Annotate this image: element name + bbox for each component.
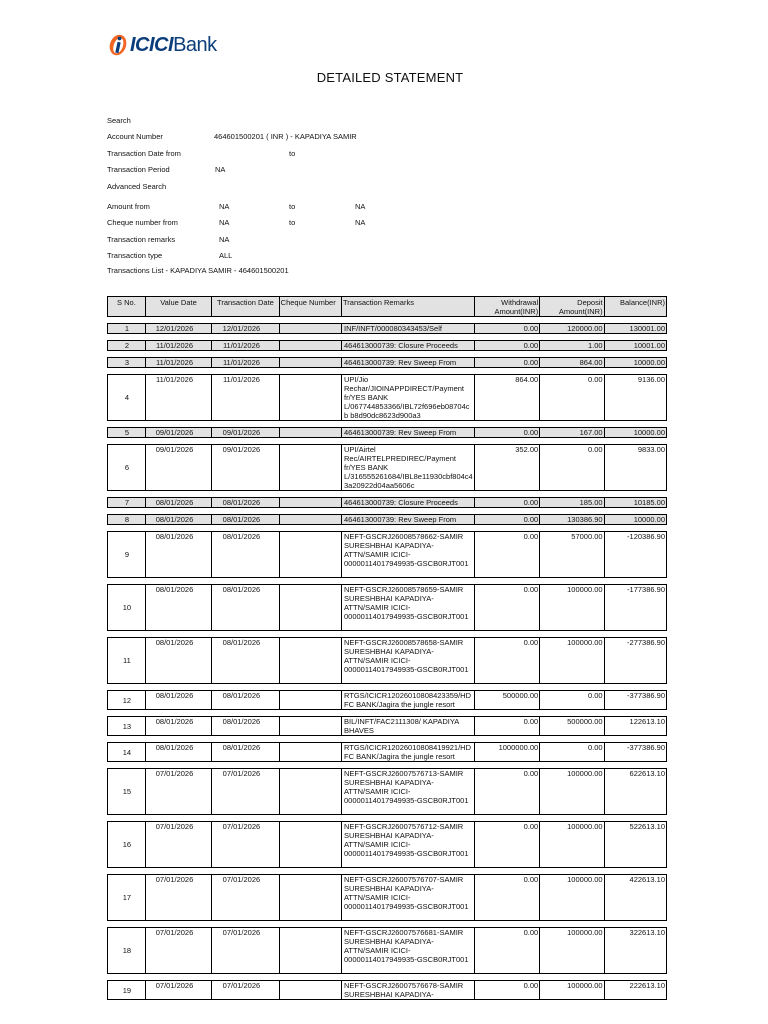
col-header-withdrawal: Withdrawal Amount(INR): [474, 296, 539, 317]
table-header-row: [107, 296, 667, 317]
table-cell-balance: 130001.00: [604, 323, 667, 334]
table-cell-remarks: NEFT-GSCRJ26008578662-SAMIR SURESHBHAI KAPADIYA-ATTN/SAMIR ICICI-00000114017949935-GSCB0RJT001: [341, 531, 474, 578]
type-label: Transaction type: [107, 251, 163, 260]
table-cell-sno: 4: [107, 374, 145, 421]
page-title: DETAILED STATEMENT: [316, 70, 464, 85]
table-cell-deposit: 100000.00: [539, 874, 603, 921]
table-row: [107, 514, 667, 525]
table-cell-withdrawal: 0.00: [474, 427, 539, 438]
table-cell-withdrawal: 0.00: [474, 927, 539, 974]
table-cell-withdrawal: 0.00: [474, 874, 539, 921]
table-cell-withdrawal: 0.00: [474, 821, 539, 868]
table-row: [107, 427, 667, 438]
table-cell-deposit: 0.00: [539, 374, 603, 421]
table-cell-sno: 17: [107, 874, 145, 921]
table-cell-balance: -120386.90: [604, 531, 667, 578]
table-cell-sno: 3: [107, 357, 145, 368]
transactions-table: [107, 290, 667, 1006]
table-cell-deposit: 100000.00: [539, 927, 603, 974]
table-cell-value-date: 09/01/2026: [145, 427, 211, 438]
table-cell-balance: 10001.00: [604, 340, 667, 351]
table-cell-cheque-number: [279, 374, 341, 421]
table-cell-sno: 15: [107, 768, 145, 815]
icici-logo-icon: [108, 33, 128, 57]
table-cell-cheque-number: [279, 584, 341, 631]
table-cell-remarks: 464613000739: Rev Sweep From: [341, 514, 474, 525]
table-cell-withdrawal: 0.00: [474, 357, 539, 368]
table-cell-balance: 10000.00: [604, 427, 667, 438]
table-cell-transaction-date: 07/01/2026: [211, 821, 278, 868]
cheque-to-value: NA: [355, 218, 366, 227]
table-cell-value-date: 12/01/2026: [145, 323, 211, 334]
table-cell-sno: 19: [107, 980, 145, 1000]
table-cell-cheque-number: [279, 768, 341, 815]
table-cell-deposit: 100000.00: [539, 584, 603, 631]
table-cell-transaction-date: 09/01/2026: [211, 427, 278, 438]
table-cell-cheque-number: [279, 690, 341, 710]
table-cell-sno: 1: [107, 323, 145, 334]
account-number-label: Account Number: [107, 132, 163, 141]
table-row: [107, 374, 667, 421]
table-cell-sno: 18: [107, 927, 145, 974]
table-cell-withdrawal: 0.00: [474, 531, 539, 578]
table-cell-value-date: 08/01/2026: [145, 531, 211, 578]
table-cell-value-date: 08/01/2026: [145, 716, 211, 736]
table-cell-sno: 7: [107, 497, 145, 508]
table-cell-value-date: 08/01/2026: [145, 514, 211, 525]
col-header-cheque-number: Cheque Number: [279, 296, 341, 317]
account-number-value: 464601500201 ( INR ) - KAPADIYA SAMIR: [214, 132, 357, 141]
table-cell-balance: 222613.10: [604, 980, 667, 1000]
table-cell-balance: -177386.90: [604, 584, 667, 631]
table-cell-transaction-date: 08/01/2026: [211, 690, 278, 710]
table-cell-deposit: 100000.00: [539, 821, 603, 868]
table-cell-sno: 16: [107, 821, 145, 868]
table-cell-remarks: INF/INFT/000080343453/Self: [341, 323, 474, 334]
table-cell-sno: 5: [107, 427, 145, 438]
table-row: [107, 980, 667, 1000]
table-cell-transaction-date: 12/01/2026: [211, 323, 278, 334]
table-cell-value-date: 11/01/2026: [145, 374, 211, 421]
table-cell-transaction-date: 11/01/2026: [211, 374, 278, 421]
table-cell-remarks: NEFT-GSCRJ26007576712-SAMIR SURESHBHAI KAPADIYA-ATTN/SAMIR ICICI-00000114017949935-GSCB0RJT001: [341, 821, 474, 868]
transaction-period-value: NA: [215, 165, 226, 174]
table-row: [107, 742, 667, 762]
table-cell-cheque-number: [279, 444, 341, 491]
table-cell-remarks: RTGS/ICICR12026010808419921/HDFC BANK/Jagira the jungle resort: [341, 742, 474, 762]
table-row: [107, 323, 667, 334]
table-cell-cheque-number: [279, 716, 341, 736]
table-cell-withdrawal: 0.00: [474, 768, 539, 815]
table-cell-value-date: 07/01/2026: [145, 768, 211, 815]
table-cell-value-date: 07/01/2026: [145, 927, 211, 974]
table-cell-transaction-date: 11/01/2026: [211, 357, 278, 368]
table-cell-cheque-number: [279, 323, 341, 334]
table-cell-deposit: 120000.00: [539, 323, 603, 334]
remarks-label: Transaction remarks: [107, 235, 176, 244]
table-cell-remarks: RTGS/ICICR12026010808423359/HDFC BANK/Jagira the jungle resort: [341, 690, 474, 710]
col-header-balance: Balance(INR): [604, 296, 667, 317]
table-cell-balance: 322613.10: [604, 927, 667, 974]
table-cell-remarks: NEFT-GSCRJ26008578658-SAMIR SURESHBHAI KAPADIYA-ATTN/SAMIR ICICI-00000114017949935-GSCB0RJT001: [341, 637, 474, 684]
table-cell-withdrawal: 0.00: [474, 716, 539, 736]
table-cell-balance: 9136.00: [604, 374, 667, 421]
table-cell-transaction-date: 09/01/2026: [211, 444, 278, 491]
table-cell-balance: 10000.00: [604, 514, 667, 525]
table-cell-withdrawal: 0.00: [474, 637, 539, 684]
table-cell-sno: 8: [107, 514, 145, 525]
table-cell-deposit: 100000.00: [539, 637, 603, 684]
table-cell-value-date: 07/01/2026: [145, 821, 211, 868]
table-cell-remarks: NEFT-GSCRJ26007576678-SAMIR SURESHBHAI KAPADIYA-: [341, 980, 474, 1000]
table-cell-transaction-date: 08/01/2026: [211, 531, 278, 578]
table-cell-cheque-number: [279, 531, 341, 578]
amount-to-label: to: [289, 202, 296, 211]
table-cell-balance: -377386.90: [604, 690, 667, 710]
col-header-remarks: Transaction Remarks: [341, 296, 474, 317]
bank-name: ICICIBank: [130, 33, 217, 56]
amount-from-value: NA: [219, 202, 230, 211]
table-cell-balance: 522613.10: [604, 821, 667, 868]
table-cell-balance: 622613.10: [604, 768, 667, 815]
table-row: [107, 716, 667, 736]
table-cell-withdrawal: 0.00: [474, 514, 539, 525]
table-row: [107, 690, 667, 710]
table-cell-cheque-number: [279, 497, 341, 508]
col-header-transaction-date: Transaction Date: [211, 296, 278, 317]
table-cell-deposit: 130386.90: [539, 514, 603, 525]
col-header-deposit: Deposit Amount(INR): [539, 296, 603, 317]
table-cell-deposit: 1.00: [539, 340, 603, 351]
table-cell-deposit: 57000.00: [539, 531, 603, 578]
table-cell-remarks: UPI/Jio Rechar/JIOINAPPDIRECT/Payment fr/YES BANK L/067744853366/IBL72f696eb08704cb b8d90dc8623d900a3: [341, 374, 474, 421]
table-cell-withdrawal: 0.00: [474, 340, 539, 351]
table-cell-cheque-number: [279, 340, 341, 351]
table-cell-remarks: 464613000739: Rev Sweep From: [341, 357, 474, 368]
table-cell-transaction-date: 08/01/2026: [211, 716, 278, 736]
table-cell-deposit: 864.00: [539, 357, 603, 368]
table-row: [107, 768, 667, 815]
table-cell-deposit: 100000.00: [539, 980, 603, 1000]
table-cell-transaction-date: 11/01/2026: [211, 340, 278, 351]
table-cell-withdrawal: 0.00: [474, 323, 539, 334]
table-cell-sno: 13: [107, 716, 145, 736]
table-cell-deposit: 0.00: [539, 742, 603, 762]
table-cell-balance: 122613.10: [604, 716, 667, 736]
table-row: [107, 444, 667, 491]
table-cell-balance: 9833.00: [604, 444, 667, 491]
table-cell-balance: 422613.10: [604, 874, 667, 921]
cheque-from-label: Cheque number from: [107, 218, 178, 227]
table-cell-sno: 12: [107, 690, 145, 710]
table-cell-withdrawal: 500000.00: [474, 690, 539, 710]
table-cell-balance: 10000.00: [604, 357, 667, 368]
type-value: ALL: [219, 251, 233, 260]
transaction-date-from-label: Transaction Date from: [107, 149, 181, 158]
table-cell-deposit: 0.00: [539, 690, 603, 710]
table-cell-deposit: 0.00: [539, 444, 603, 491]
table-cell-transaction-date: 07/01/2026: [211, 980, 278, 1000]
table-cell-value-date: 08/01/2026: [145, 497, 211, 508]
table-row: [107, 357, 667, 368]
icici-bank-logo: [108, 32, 217, 58]
transaction-date-to-label: to: [289, 149, 296, 158]
amount-from-label: Amount from: [107, 202, 150, 211]
table-row: [107, 637, 667, 684]
table-cell-cheque-number: [279, 637, 341, 684]
table-cell-cheque-number: [279, 427, 341, 438]
table-cell-withdrawal: 0.00: [474, 980, 539, 1000]
table-cell-transaction-date: 07/01/2026: [211, 768, 278, 815]
table-row: [107, 340, 667, 351]
table-row: [107, 531, 667, 578]
cheque-from-value: NA: [219, 218, 230, 227]
table-cell-deposit: 100000.00: [539, 768, 603, 815]
table-cell-value-date: 11/01/2026: [145, 340, 211, 351]
table-cell-deposit: 500000.00: [539, 716, 603, 736]
table-cell-value-date: 08/01/2026: [145, 690, 211, 710]
cheque-to-label: to: [289, 218, 296, 227]
table-row: [107, 927, 667, 974]
table-cell-value-date: 08/01/2026: [145, 742, 211, 762]
table-row: [107, 584, 667, 631]
table-cell-deposit: 167.00: [539, 427, 603, 438]
table-cell-value-date: 08/01/2026: [145, 584, 211, 631]
col-header-value-date: Value Date: [145, 296, 211, 317]
table-cell-transaction-date: 08/01/2026: [211, 584, 278, 631]
table-cell-remarks: NEFT-GSCRJ26007576681-SAMIR SURESHBHAI KAPADIYA-ATTN/SAMIR ICICI-00000114017949935-GSCB0RJT001: [341, 927, 474, 974]
table-cell-remarks: 464613000739: Closure Proceeds: [341, 340, 474, 351]
table-cell-transaction-date: 08/01/2026: [211, 497, 278, 508]
table-cell-remarks: 464613000739: Closure Proceeds: [341, 497, 474, 508]
transactions-table-body: [107, 323, 667, 1000]
table-cell-cheque-number: [279, 927, 341, 974]
table-cell-withdrawal: 1000000.00: [474, 742, 539, 762]
table-cell-remarks: NEFT-GSCRJ26007576713-SAMIR SURESHBHAI KAPADIYA-ATTN/SAMIR ICICI-00000114017949935-GSCB0RJT001: [341, 768, 474, 815]
table-cell-balance: 10185.00: [604, 497, 667, 508]
table-cell-sno: 11: [107, 637, 145, 684]
table-cell-transaction-date: 07/01/2026: [211, 874, 278, 921]
transaction-period-label: Transaction Period: [107, 165, 170, 174]
table-cell-value-date: 07/01/2026: [145, 874, 211, 921]
table-cell-remarks: UPI/Airtel Rec/AIRTELPREDIREC/Payment fr/YES BANK L/316555261684/IBL8e11930cbf804c4 3a20922d04aa5606c: [341, 444, 474, 491]
col-header-sno: S No.: [107, 296, 145, 317]
table-cell-value-date: 09/01/2026: [145, 444, 211, 491]
table-cell-remarks: NEFT-GSCRJ26008578659-SAMIR SURESHBHAI KAPADIYA-ATTN/SAMIR ICICI-00000114017949935-GSCB0RJT001: [341, 584, 474, 631]
table-cell-cheque-number: [279, 980, 341, 1000]
table-cell-balance: -277386.90: [604, 637, 667, 684]
table-cell-withdrawal: 864.00: [474, 374, 539, 421]
table-cell-cheque-number: [279, 357, 341, 368]
table-cell-withdrawal: 0.00: [474, 497, 539, 508]
table-cell-value-date: 07/01/2026: [145, 980, 211, 1000]
table-cell-sno: 10: [107, 584, 145, 631]
table-cell-sno: 2: [107, 340, 145, 351]
table-row: [107, 497, 667, 508]
remarks-value: NA: [219, 235, 230, 244]
table-cell-sno: 9: [107, 531, 145, 578]
table-cell-remarks: NEFT-GSCRJ26007576707-SAMIR SURESHBHAI KAPADIYA-ATTN/SAMIR ICICI-00000114017949935-GSCB0RJT001: [341, 874, 474, 921]
table-cell-withdrawal: 352.00: [474, 444, 539, 491]
table-cell-withdrawal: 0.00: [474, 584, 539, 631]
table-cell-transaction-date: 08/01/2026: [211, 514, 278, 525]
table-cell-transaction-date: 08/01/2026: [211, 637, 278, 684]
amount-to-value: NA: [355, 202, 366, 211]
table-cell-cheque-number: [279, 821, 341, 868]
table-cell-transaction-date: 07/01/2026: [211, 927, 278, 974]
table-row: [107, 821, 667, 868]
table-row: [107, 874, 667, 921]
table-cell-remarks: 464613000739: Rev Sweep From: [341, 427, 474, 438]
table-cell-value-date: 11/01/2026: [145, 357, 211, 368]
table-cell-cheque-number: [279, 742, 341, 762]
table-cell-cheque-number: [279, 874, 341, 921]
table-cell-transaction-date: 08/01/2026: [211, 742, 278, 762]
table-cell-sno: 6: [107, 444, 145, 491]
table-cell-value-date: 08/01/2026: [145, 637, 211, 684]
table-cell-cheque-number: [279, 514, 341, 525]
table-cell-balance: -377386.90: [604, 742, 667, 762]
table-cell-remarks: BIL/INFT/FAC2111308/ KAPADIYA BHAVES: [341, 716, 474, 736]
table-cell-sno: 14: [107, 742, 145, 762]
table-cell-deposit: 185.00: [539, 497, 603, 508]
